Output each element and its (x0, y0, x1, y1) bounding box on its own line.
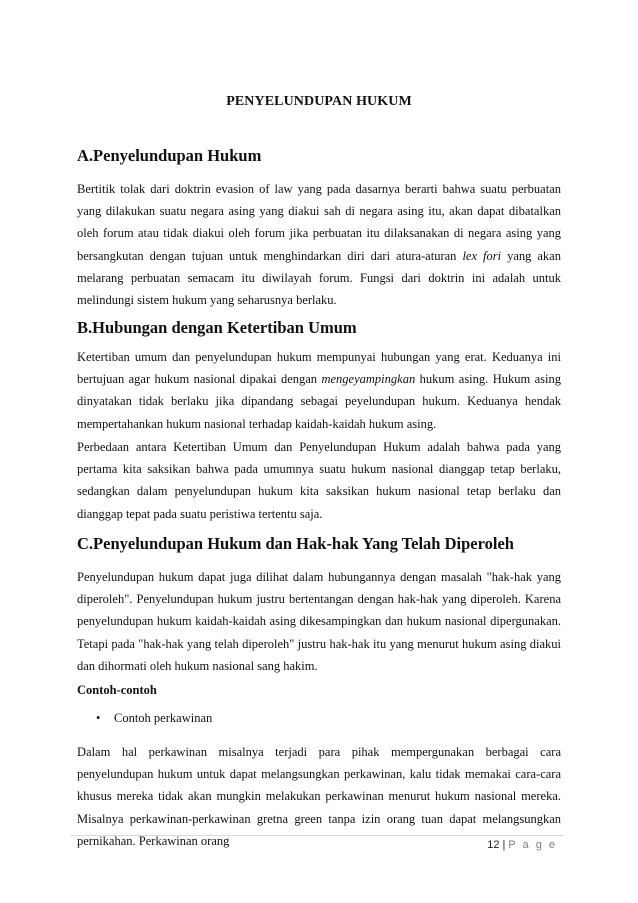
section-b-text-1: Ketertiban umum dan penyelundupan hukum mempunyai hubungan yang erat. Keduanya ini bertujuan agar hukum nasional dipakai dengan (77, 350, 561, 387)
bullet-dot-icon: • (96, 711, 101, 725)
page-number: 12 (487, 839, 500, 851)
section-c-title: Penyelundupan Hukum dan Hak-hak Yang Telah Diperoleh (93, 534, 514, 553)
examples-paragraph: Dalam hal perkawinan misalnya terjadi para pihak mempergunakan berbagai cara penyelundupan hukum untuk dapat melangsungkan perkawinan, kalu tidak memakai cara-cara khusus mereka tidak akan mungkin melakukan perkawinan menurut hukum nasional mereka. Misalnya perkawinan-perkawinan gretna green tanpa izin orang tuan dapat melangsungkan pernikahan. Perkawinan orang (77, 745, 561, 848)
section-c-paragraph: Penyelundupan hukum dapat juga dilihat dalam hubungannya dengan masalah "hak-hak yang diperoleh". Penyelundupan hukum justru bertentangan dengan hak-hak yang diperoleh. Karena penyelundupan hukum kaidah-kaidah asing dikesampingkan dan hukum nasional dipergunakan. Tetapi pada "hak-hak yang telah diperoleh" justru hak-hak itu yang menurut hukum asing diakui dan dihormati oleh hukum nasional sang hakim. (77, 570, 561, 673)
section-b-italic-term: mengeyampingkan (321, 372, 416, 387)
section-c-number: C. (77, 534, 94, 553)
section-a-text-1: Bertitik tolak dari doktrin evasion of law yang pada dasarnya berarti bahwa suatu perbuatan yang dilakukan suatu negara asing yang diakui sah di negara asing itu, akan dapat dibatalkan oleh forum atau tidak diakui oleh forum jika perbuatan itu dilaksanakan di negara asing yang bersangkutan dengan tujuan untuk menghindarkan diri dari atura-aturan (77, 182, 561, 263)
footer-separator: | (502, 839, 506, 851)
section-a-number: A. (77, 146, 94, 165)
page-label: P a g e (508, 839, 557, 851)
section-a-italic-term: lex fori (462, 248, 502, 263)
bullet-text: Contoh perkawinan (114, 711, 213, 725)
section-b-title: Hubungan dengan Ketertiban Umum (92, 318, 357, 337)
bullet-item (96, 711, 212, 726)
page-title: PENYELUNDUPAN HUKUM (226, 94, 412, 109)
section-a-title: Penyelundupan Hukum (93, 146, 262, 165)
page-footer (0, 839, 557, 851)
section-b-number: B. (77, 318, 93, 337)
section-b-paragraph-2: Perbedaan antara Ketertiban Umum dan Penyelundupan Hukum adalah bahwa pada yang pertama kita saksikan bahwa pada umumnya suatu hukum nasional dianggap tetap berlaku, sedangkan dalam penyelundupan hukum kita saksikan hukum nasional tetap berlaku dan dianggap tepat pada suatu peristiwa tertentu saja. (77, 440, 561, 521)
footer-divider (70, 835, 564, 836)
section-a-text-2: yang akan melarang perbuatan semacam itu diwilayah forum. Fungsi dari doktrin ini adalah untuk melindungi sistem hukum yang seharusnya berlaku. (77, 248, 561, 308)
section-b-paragraph-1 (77, 346, 561, 435)
examples-heading: Contoh-contoh (77, 683, 157, 697)
section-b-heading (77, 318, 567, 338)
section-b-text-2: hukum asing. Hukum asing dinyatakan tidak berlaku jika dipandang sebagai peyelundupan hukum. Keduanya hendak mempertahankan hukum nasional terhadap kaidah-kaidah hukum asing. (77, 372, 562, 431)
section-c-heading (77, 534, 567, 554)
section-a-paragraph (77, 178, 561, 311)
section-a-heading (77, 146, 567, 166)
